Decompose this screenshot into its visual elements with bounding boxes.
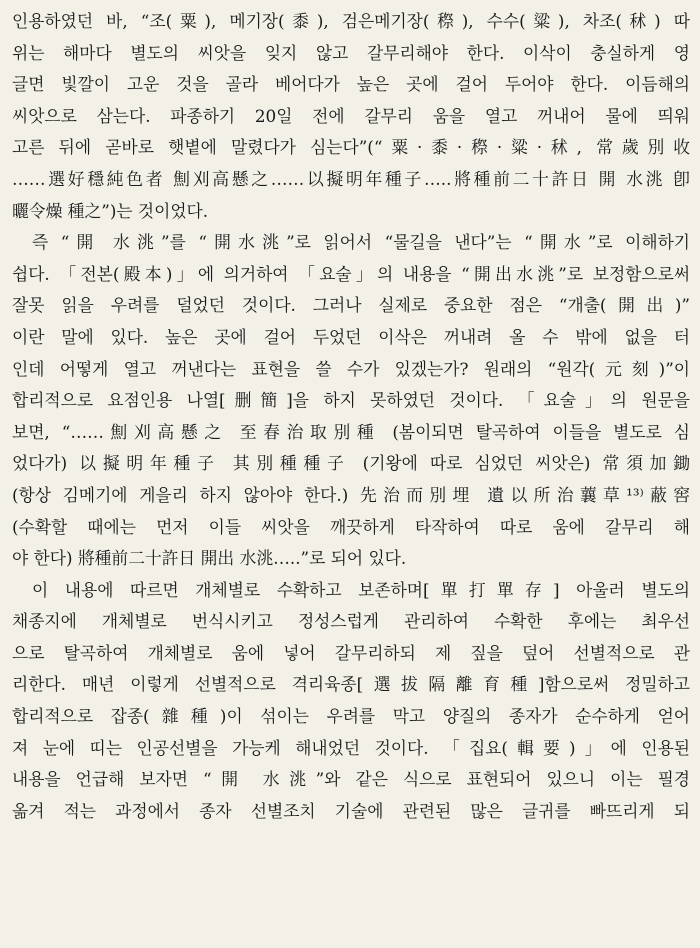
paragraph-1 — [12, 6, 690, 227]
text-line: 인데 어떻게 열고 꺼낸다는 표현을 쓸 수가 있겠는가? 원래의 “원각(元刻)”이 — [12, 358, 690, 379]
text-line: (수확할 때에는 먼저 이들 씨앗을 깨끗하게 타작하여 따로 움에 갈무리 해 — [12, 516, 690, 537]
text-line: 글면 빛깔이 고운 것을 골라 베어다가 높은 곳에 걸어 두어야 한다. 이듬해의 — [12, 74, 690, 95]
text-line: 이란 말에 있다. 높은 곳에 걸어 두었던 이삭은 꺼내려 올 수 밖에 없을 터 — [12, 326, 690, 347]
text-line: 었다가) 以擬明年種子 其別種種子 (기왕에 따로 심었던 씨앗은) 常須加鋤 — [12, 453, 690, 474]
paragraph-3 — [12, 575, 690, 828]
text-line: 합리적으로 잡종(雜種)이 섞이는 우려를 막고 양질의 종자가 순수하게 얻어 — [12, 706, 690, 727]
text-line: 리한다. 매년 이렇게 선별적으로 격리육종[選拔隔離育種]함으로써 정밀하고 — [12, 674, 690, 695]
text-line: 인용하였던 바, “조(粟), 메기장(黍), 검은메기장(穄), 수수(粱), 차조(秫) 따 — [12, 11, 690, 31]
text-line: ……選好穩純色者 劁刈高懸之……以擬明年種子…..將種前二十許日 開 水洮 卽 — [12, 168, 690, 189]
text-line: 이 내용에 따르면 개체별로 수확하고 보존하며[單打單存] 아울러 별도의 — [32, 579, 690, 600]
text-line: 쉽다. 「전본(殿本)」에 의거하여 「요술」의 내용을 “開出水洮”로 보정함으로써 — [12, 263, 690, 284]
text-line: 채종지에 개체별로 번식시키고 정성스럽게 관리하여 수확한 후에는 최우선 — [12, 611, 690, 632]
text-line: 고른 뒤에 곧바로 햇볕에 말렸다가 심는다”(“粟·黍·穄·粱·秫, 常歲別收 — [12, 137, 690, 158]
text-line: 잘못 읽을 우려를 덜었던 것이다. 그러나 실제로 중요한 점은 “개출(開出)” — [12, 295, 690, 316]
text-line: 보면, “……劁刈高懸之 至春治取別種 (봄이되면 탈곡하여 이들을 별도로 심 — [12, 421, 690, 442]
text-line: 합리적으로 요점인용 나열[删簡]을 하지 못하였던 것이다. 「요술」의 원문을 — [12, 390, 690, 411]
text-line: 져 눈에 띠는 인공선별을 가능케 해내었던 것이다. 「집요(輯要)」에 인용된 — [12, 737, 690, 758]
text-line: 옮겨 적는 과정에서 종자 선별조치 기술에 관련된 많은 글귀를 빠뜨리게 되 — [12, 800, 690, 821]
text-line: 즉 “開 水洮”를 “開水洮”로 읽어서 “물길을 낸다”는 “開水”로 이해하기 — [32, 232, 690, 253]
text-line: 야 한다) 將種前二十許日 開出 水洮…..”로 되어 있다. — [12, 548, 407, 569]
text-line: 내용을 언급해 보자면 “開 水洮”와 같은 식으로 표현되어 있으니 이는 필경 — [12, 769, 690, 790]
paragraph-2 — [12, 227, 690, 575]
text-line: 으로 탈곡하여 개체별로 움에 넣어 갈무리하되 제 짚을 덮어 선별적으로 관 — [12, 642, 690, 663]
text-line: 曬令燥 種之”)는 것이었다. — [12, 200, 209, 221]
text-line: (항상 김메기에 게을리 하지 않아야 한다.) 先治而別埋 遺以所治蘘草¹³⁾蔽窖 — [12, 484, 690, 505]
text-line: 위는 해마다 별도의 씨앗을 잊지 않고 갈무리해야 한다. 이삭이 충실하게 영 — [12, 42, 690, 63]
text-line: 씨앗으로 삼는다. 파종하기 20일 전에 갈무리 움을 열고 꺼내어 물에 띄워 — [12, 105, 690, 126]
